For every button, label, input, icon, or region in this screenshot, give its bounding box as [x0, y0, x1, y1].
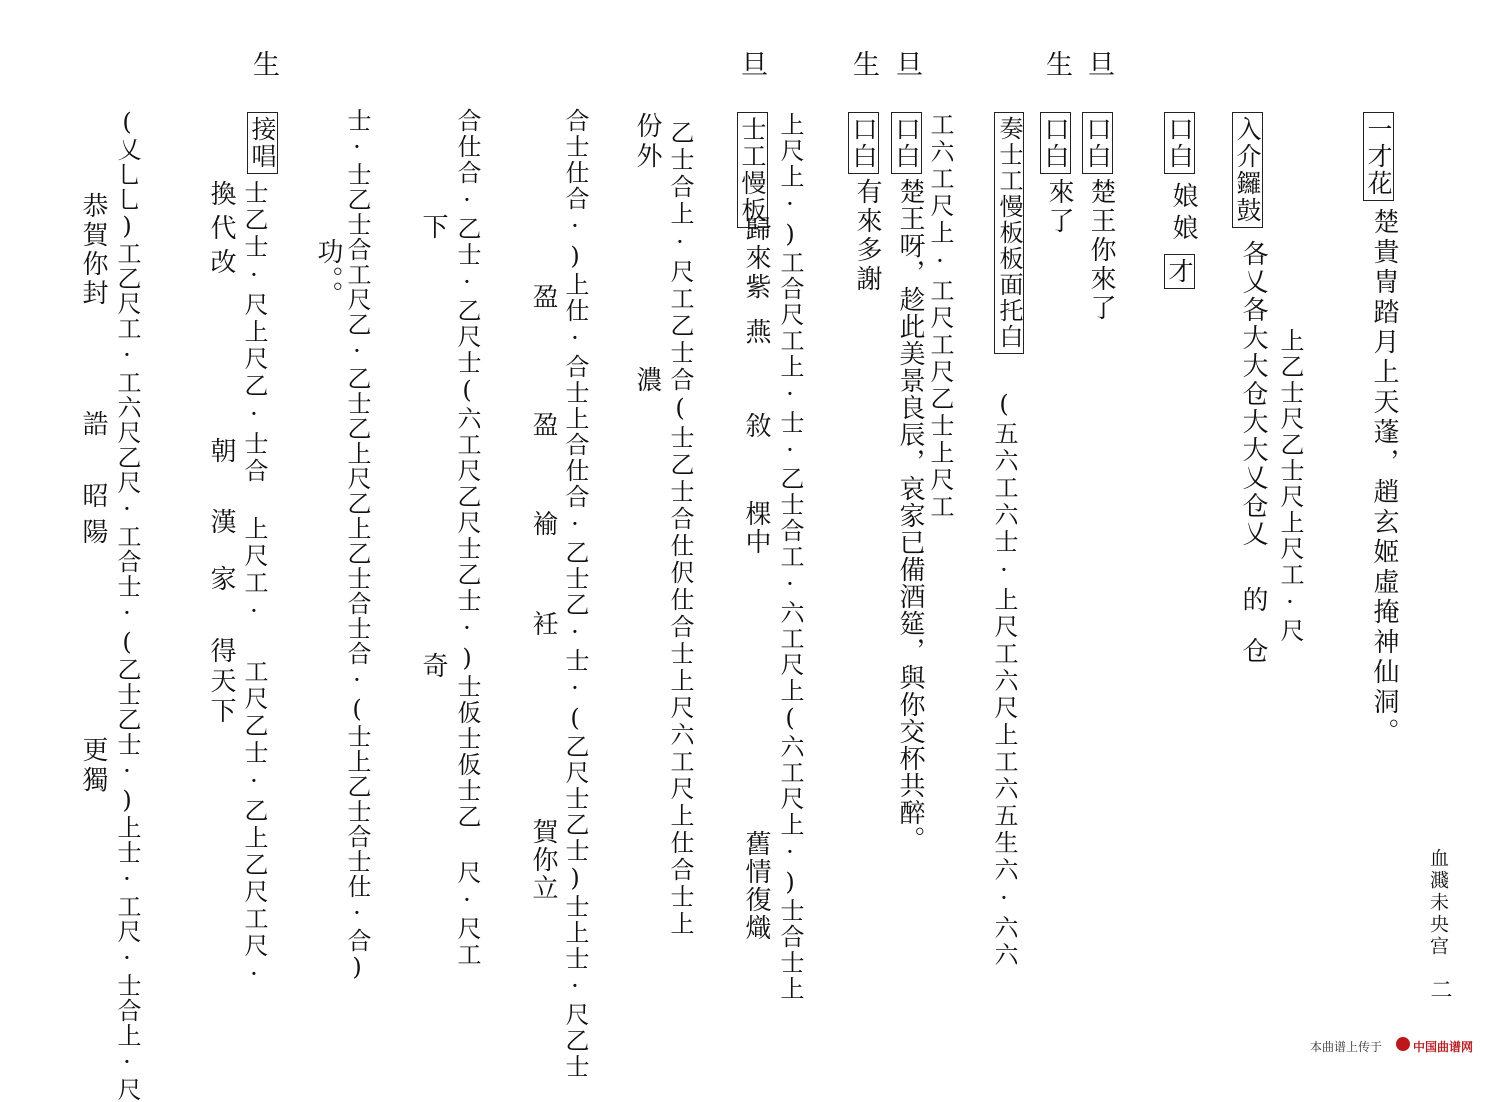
role-sheng-2: 生	[848, 50, 879, 85]
box-yi-cai-hua: 一才花	[1363, 112, 1394, 201]
speech-you-lai-duo-xie: 有來多謝	[852, 178, 882, 294]
speech-niangniang: 娘娘	[1168, 182, 1198, 246]
percussion-cang: 仓	[1238, 637, 1268, 664]
lyric-geng-du: 更獨	[78, 736, 108, 796]
upload-credit: 本曲谱上传于	[1310, 1040, 1383, 1054]
lyric-ying-2: 盈	[528, 411, 558, 438]
lyric-gong-he-ni-feng: 恭賀你封	[78, 192, 108, 308]
role-dan-1: 旦	[1083, 50, 1114, 85]
box-jie-chang: 接唱	[247, 112, 278, 174]
role-sheng-3: 生	[248, 50, 279, 85]
speech-chu-wang-ya: 楚王呀，趁此美景良辰，哀家已備酒筵，與你交杯共醉。	[895, 178, 925, 853]
lyric-he-ni-li: 賀你立	[528, 818, 558, 902]
lyric-huan-dai-gai: 換代改	[206, 180, 236, 282]
notation-line-10: (乂乚乚)工乙尺工·工六尺乙尺·工合士·(乙士乙士·)上士·工尺·士合上·尺	[113, 108, 141, 1102]
lyric-gao: 誥	[78, 410, 108, 437]
box-kou-bai-5: 口白	[848, 112, 879, 174]
box-zou-shi-gong: 奏士工慢板板面托白	[994, 112, 1024, 354]
lyric-gong: 功。。	[313, 238, 343, 309]
box-ru-jie-luo-gu: 入介鑼鼓	[1232, 112, 1263, 228]
lyric-liang-zhong: 棵中	[741, 500, 771, 556]
percussion-de: 的	[1238, 586, 1268, 613]
lyric-ren: 衽	[528, 610, 558, 637]
box-kou-bai-1: 口白	[1164, 112, 1195, 174]
page-number: 二	[1427, 978, 1452, 1000]
box-kou-bai-3: 口白	[1040, 112, 1071, 174]
notation-line-5: 乙士合上·尺工乙士合(士乙士合仕伬仕合士上尺六工尺上仕合士上	[666, 120, 694, 938]
lyric-xia: 下	[418, 213, 448, 240]
role-dan-3: 旦	[736, 50, 767, 85]
lyric-chao: 朝	[206, 437, 236, 464]
notation-line-6: 合士仕合·)上仕·合士上合仕合·乙士乙·士·(乙尺士乙士)士上士·尺乙士	[561, 108, 589, 1080]
site-logo-icon	[1396, 1037, 1410, 1051]
poem-line: 楚貴冑踏月上天蓬，趙玄姬虛掩神仙洞。	[1369, 208, 1399, 748]
percussion-line: 各乂各大大仓大大乂仓乂	[1238, 240, 1268, 548]
speech-chu-wang-ni-lai-le: 楚王你來了	[1086, 178, 1116, 323]
lyric-de-tian-xia: 得天下	[206, 637, 236, 727]
lyric-qi: 奇	[418, 652, 448, 679]
lyric-ying-1: 盈	[528, 283, 558, 310]
piece-title: 血濺未央宫	[1427, 848, 1449, 958]
role-sheng-1: 生	[1041, 50, 1072, 85]
box-shi-gong-man-ban: 士工慢板	[737, 112, 768, 228]
lyric-nong: 濃	[632, 366, 662, 393]
role-dan-2: 旦	[891, 50, 922, 85]
notation-line-8: 士·士乙士合工尺乙·乙士乙上尺乙上乙士合士合·(士上乙士合士仕·合)	[343, 108, 371, 982]
lyric-jia: 家	[206, 565, 236, 592]
lyric-yan: 燕	[741, 318, 771, 345]
speech-lai-le: 來了	[1044, 178, 1074, 236]
lyric-fen-wai: 份外	[632, 112, 662, 172]
notation-line-3: 工六工尺上·工尺工尺乙士上尺工	[926, 112, 954, 521]
lyric-gui-lai-zi: 歸來紫	[741, 215, 771, 302]
box-kou-bai-2: 口白	[1082, 112, 1113, 174]
notation-line-4: 上尺上·)工合尺工上·士·乙士合工·六工尺上(六工尺上·)士合士上	[776, 112, 804, 1002]
lyric-xu: 敘	[741, 412, 771, 439]
lyric-chan: 褕	[528, 510, 558, 537]
site-logo-text[interactable]: 中国曲谱网	[1413, 1040, 1474, 1054]
box-cai: 才	[1164, 254, 1195, 289]
notation-line-2: (五六工六士·上尺工六尺上工六五生六·六六	[990, 390, 1018, 969]
notation-line-9: 士乙士·尺上尺乙·士合 上尺工· 工尺乙士·乙上乙尺工尺·	[240, 180, 268, 991]
notation-line-7: 合仕合·乙士·乙尺士(六工尺乙尺士乙士·)士仮士仮士乙 尺·尺工	[453, 108, 481, 968]
notation-line-1: 上乙士尺乙士尺上尺工·尺	[1276, 328, 1304, 644]
box-kou-bai-4: 口白	[891, 112, 922, 174]
lyric-han: 漢	[206, 508, 236, 535]
lyric-jiu-qing-fu-chi: 舊情復熾	[741, 830, 771, 942]
lyric-zhao-yang: 昭陽	[78, 482, 108, 554]
